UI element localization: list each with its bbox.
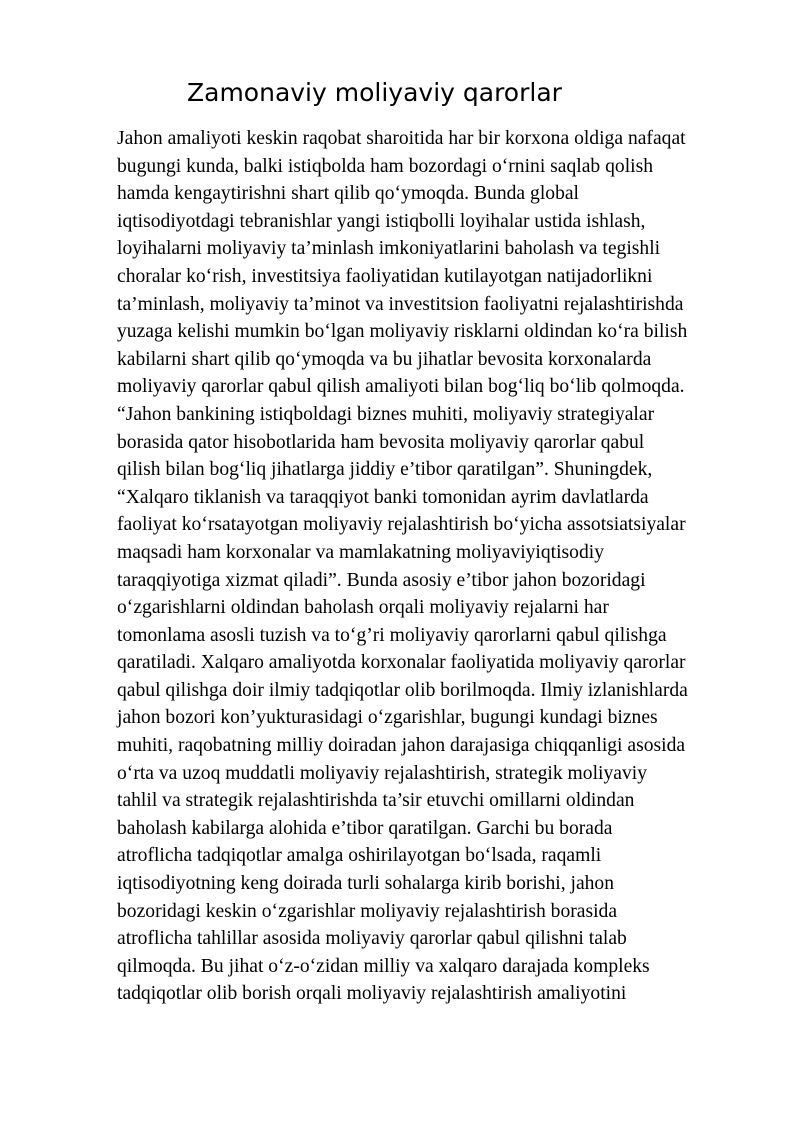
paragraph-line: “Xalqaro tiklanish va taraqqiyot banki tomonidan ayrim davlatlarda (117, 486, 649, 508)
paragraph-line: o‘rta va uzoq muddatli moliyaviy rejalashtirish, strategik moliyaviy (117, 762, 647, 784)
paragraph-line: qilmoqda. Bu jihat o‘z-o‘zidan milliy va xalqaro darajada kompleks (117, 955, 650, 977)
paragraph-line: faoliyat ko‘rsatayotgan moliyaviy rejalashtirish bo‘yicha assotsiatsiyalar (117, 514, 686, 536)
paragraph-line: loyihalarni moliyaviy ta’minlash imkoniyatlarini baholash va tegishli (117, 238, 661, 260)
paragraph-line: tahlil va strategik rejalashtirishda ta’sir etuvchi omillarni oldindan (117, 790, 635, 812)
paragraph-line: taraqqiyotiga xizmat qiladi”. Bunda asosiy e’tibor jahon bozoridagi (117, 569, 646, 591)
paragraph-line: iqtisodiyotning keng doirada turli sohalarga kirib borishi, jahon (117, 873, 615, 895)
paragraph-line: tadqiqotlar olib borish orqali moliyaviy rejalashtirish amaliyotini (117, 983, 627, 1005)
paragraph-line: qilish bilan bog‘liq jihatlarga jiddiy e’tibor qaratilgan”. Shuningdek, (117, 459, 653, 481)
paragraph-line: tomonlama asosli tuzish va to‘g’ri moliyaviy qarorlarni qabul qilishga (117, 624, 667, 646)
paragraph-line: atroflicha tadqiqotlar amalga oshirilayotgan bo‘lsada, raqamli (117, 845, 602, 867)
paragraph-line: hamda kengaytirishni shart qilib qo‘ymoqda. Bunda global (117, 183, 580, 205)
paragraph-line: qabul qilishga doir ilmiy tadqiqotlar olib borilmoqda. Ilmiy izlanishlarda (117, 679, 688, 701)
paragraph-line: o‘zgarishlarni oldindan baholash orqali moliyaviy rejalarni har (117, 597, 609, 619)
paragraph-line: jahon bozori kon’yukturasidagi o‘zgarishlar, bugungi kundagi biznes (117, 707, 658, 729)
document-title: Zamonaviy moliyaviy qarorlar (187, 78, 562, 107)
paragraph-line: maqsadi ham korxonalar va mamlakatning moliyaviyiqtisodiy (117, 541, 605, 563)
paragraph-line: qaratiladi. Xalqaro amaliyotda korxonalar faoliyatida moliyaviy qarorlar (117, 652, 686, 674)
paragraph-line: iqtisodiyotdagi tebranishlar yangi istiqbolli loyihalar ustida ishlash, (117, 210, 646, 232)
paragraph-line: “Jahon bankining istiqboldagi biznes muhiti, moliyaviy strategiyalar (117, 403, 655, 425)
paragraph-line: choralar ko‘rish, investitsiya faoliyatidan kutilayotgan natijadorlikni (117, 265, 653, 287)
paragraph-line: bugungi kunda, balki istiqbolda ham bozordagi o‘rnini saqlab qolish (117, 155, 654, 177)
paragraph-line: moliyaviy qarorlar qabul qilish amaliyoti bilan bog‘liq bo‘lib qolmoqda. (117, 376, 685, 398)
paragraph-line: borasida qator hisobotlarida ham bevosita moliyaviy qarorlar qabul (117, 431, 645, 453)
paragraph-line: Jahon amaliyoti keskin raqobat sharoitida har bir korxona oldiga nafaqat (117, 128, 686, 149)
body-paragraph (117, 125, 757, 1008)
paragraph-line: bozoridagi keskin o‘zgarishlar moliyaviy rejalashtirish borasida (117, 900, 618, 922)
paragraph-line: ta’minlash, moliyaviy ta’minot va investitsion faoliyatni rejalashtirishda (117, 293, 684, 315)
paragraph-line: atroflicha tahlillar asosida moliyaviy qarorlar qabul qilishni talab (117, 928, 627, 950)
paragraph-line: yuzaga kelishi mumkin bo‘lgan moliyaviy risklarni oldindan ko‘ra bilish (117, 321, 688, 343)
paragraph-line: baholash kabilarga alohida e’tibor qaratilgan. Garchi bu borada (117, 817, 613, 839)
paragraph-line: muhiti, raqobatning milliy doiradan jahon darajasiga chiqqanligi asosida (117, 735, 686, 757)
paragraph-line: kabilarni shart qilib qo‘ymoqda va bu jihatlar bevosita korxonalarda (117, 348, 652, 370)
